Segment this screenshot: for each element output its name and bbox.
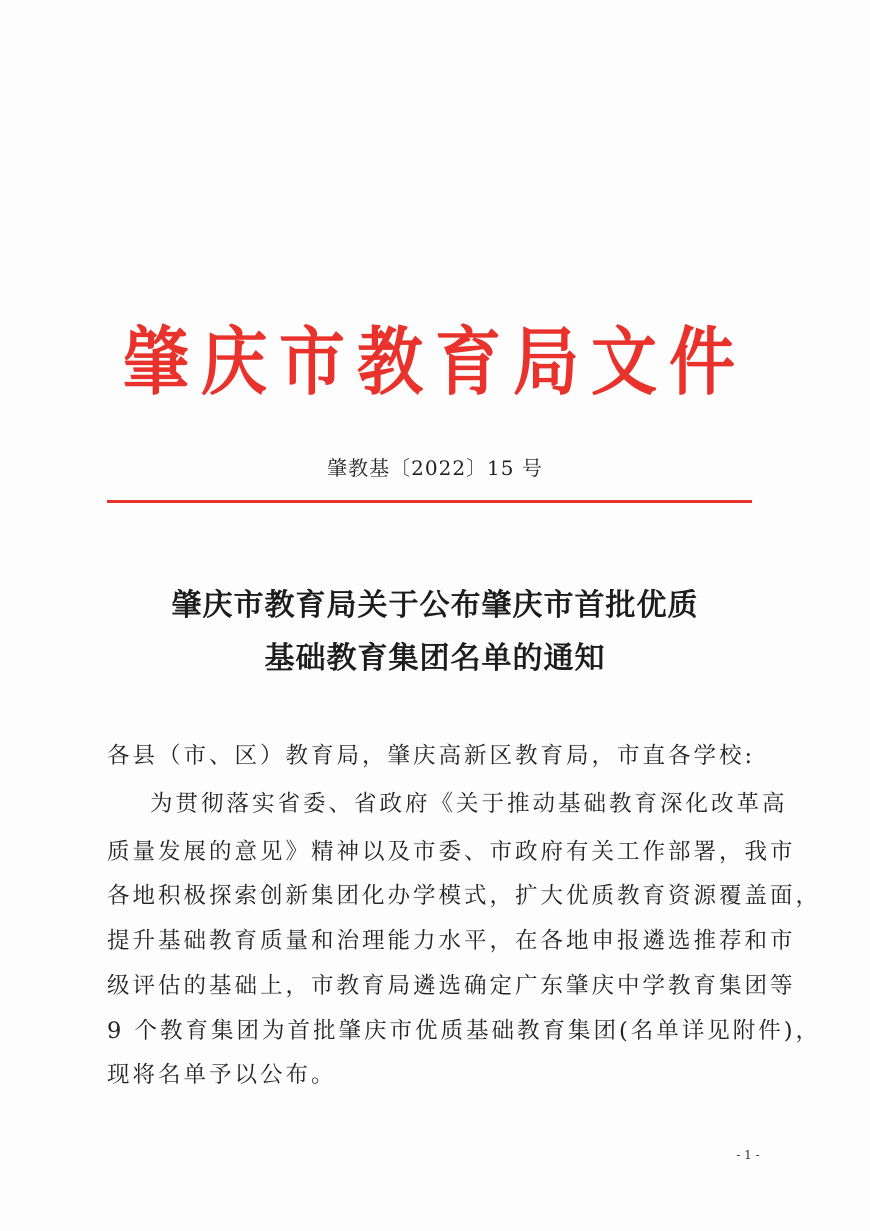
paragraph-line: 级评估的基础上，市教育局遴选确定广东肇庆中学教育集团等 — [107, 973, 796, 999]
masthead-title: 肇庆市教育局文件 — [123, 319, 747, 406]
document-title-line-1: 肇庆市教育局关于公布肇庆市首批优质 — [171, 588, 699, 623]
paragraph-line: 提升基础教育质量和治理能力水平，在各地申报遴选推荐和市 — [107, 928, 796, 954]
paragraph-line: 各地积极探索创新集团化办学模式，扩大优质教育资源覆盖面， — [107, 883, 822, 909]
paragraph-line: 为贯彻落实省委、省政府《关于推动基础教育深化改革高 — [150, 791, 788, 817]
paragraph-line: 9 个教育集团为首批肇庆市优质基础教育集团(名单详见附件)， — [107, 1018, 822, 1044]
document-number: 肇教基〔2022〕15 号 — [327, 456, 543, 480]
page-number: - 1 - — [736, 1148, 760, 1162]
paragraph-line: 质量发展的意见》精神以及市委、市政府有关工作部署，我市 — [107, 839, 796, 865]
salutation: 各县（市、区）教育局，肇庆高新区教育局，市直各学校: — [107, 743, 756, 769]
red-divider-line — [107, 500, 752, 503]
document-title-line-2: 基础教育集团名单的通知 — [264, 641, 606, 676]
paragraph-line: 现将名单予以公布。 — [107, 1062, 337, 1088]
